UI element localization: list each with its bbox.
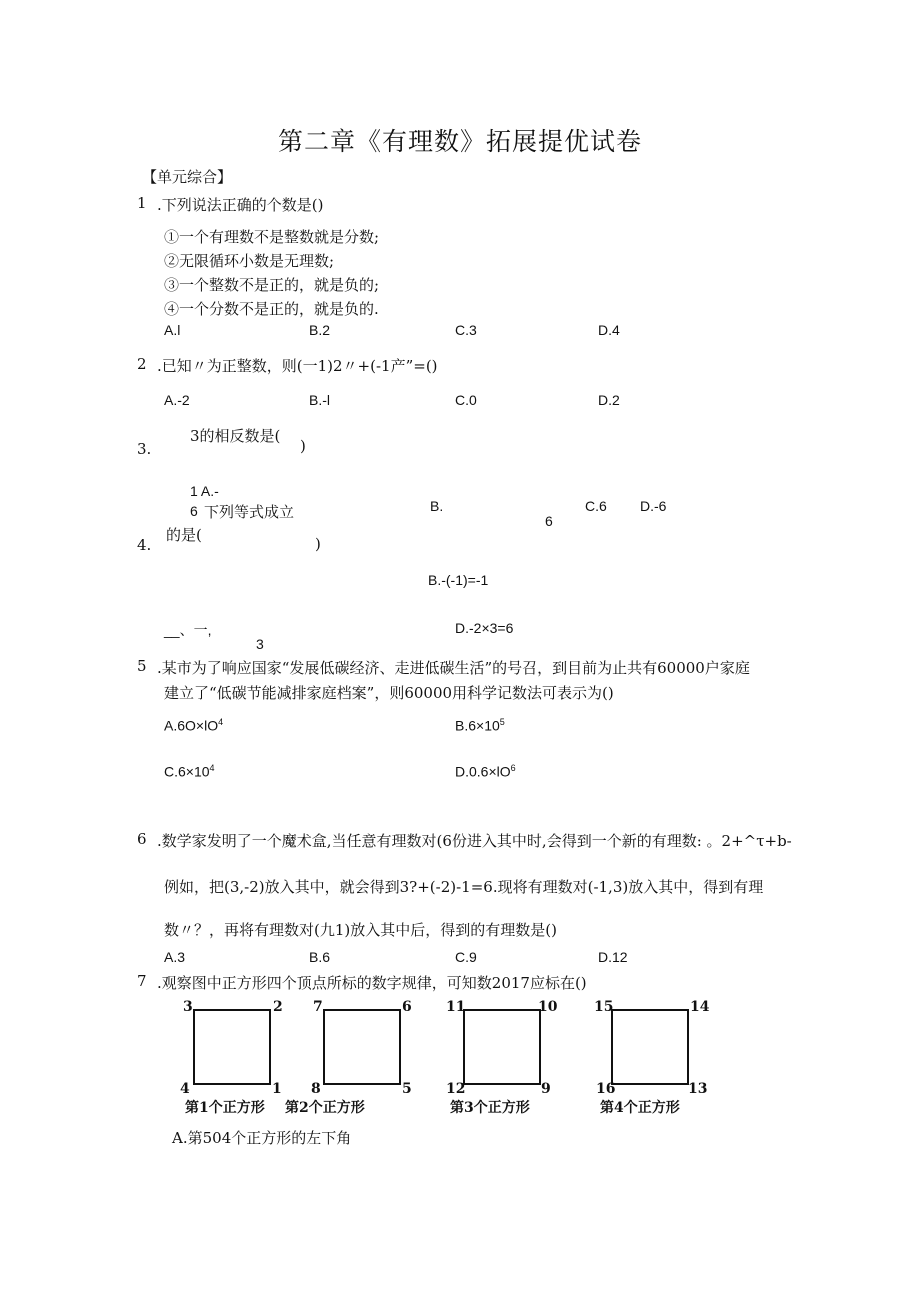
square-1-top-right-label: 2 <box>273 999 283 1015</box>
q3-option-d: D.-6 <box>640 498 667 514</box>
square-4-bottom-right-label: 13 <box>688 1081 708 1097</box>
square-2 <box>323 1009 401 1085</box>
square-4-caption: 第4个正方形 <box>600 1100 680 1116</box>
q1-option-c: C.3 <box>455 322 477 338</box>
q2-option-b: B.-l <box>309 392 330 408</box>
q3-number: 3. <box>137 440 152 458</box>
q3-option-b-value: 6 <box>545 513 553 529</box>
square-4-bottom-left-label: 16 <box>596 1081 616 1097</box>
square-2-bottom-right-label: 5 <box>402 1081 412 1097</box>
q1-stem: .下列说法正确的个数是() <box>157 196 324 214</box>
q2-option-a: A.-2 <box>164 392 190 408</box>
q7-option-a: A.第504个正方形的左下角 <box>172 1129 352 1147</box>
square-1 <box>193 1009 271 1085</box>
q2-option-d: D.2 <box>598 392 620 408</box>
q4-stem-1: 下列等式成立 <box>204 503 295 521</box>
q5-option-d: $D.0.6\times lO^6$ <box>455 763 516 780</box>
q6-option-d: D.12 <box>598 949 628 965</box>
q1-option-a: A.l <box>164 322 181 338</box>
square-3-top-right-label: 10 <box>538 999 558 1015</box>
q2-stem: .已知〃为正整数，则(一1)2〃+(-1产”=() <box>157 357 438 375</box>
square-3-caption: 第3个正方形 <box>450 1100 530 1116</box>
q1-item-1: ①一个有理数不是整数就是分数; <box>164 228 380 246</box>
square-2-bottom-left-label: 8 <box>311 1081 321 1097</box>
square-1-bottom-right-label: 1 <box>272 1081 282 1097</box>
q5-line-1: .某市为了响应国家“发展低碳经济、走进低碳生活”的号召，到目前为止共有60000户家庭 <box>157 659 750 677</box>
q4-number: 4. <box>137 536 152 554</box>
section-heading: 【单元综合】 <box>142 168 233 186</box>
square-1-top-left-label: 3 <box>183 999 193 1015</box>
q5-option-b: $B.6\times 10^5$ <box>455 717 505 734</box>
square-4-top-left-label: 15 <box>594 999 614 1015</box>
q5-option-a: $A.6O\times lO^4$ <box>164 717 224 734</box>
square-1-caption: 第1个正方形 <box>185 1100 265 1116</box>
square-3 <box>463 1009 541 1085</box>
q7-stem: .观察图中正方形四个顶点所标的数字规律，可知数2017应标在() <box>157 974 587 992</box>
q1-number: 1 <box>137 194 147 212</box>
square-3-top-left-label: 11 <box>446 999 466 1015</box>
q2-number: 2 <box>137 355 147 373</box>
page-title: 第二章《有理数》拓展提优试卷 <box>277 127 642 156</box>
q6-option-c: C.9 <box>455 949 477 965</box>
square-2-caption: 第2个正方形 <box>285 1100 365 1116</box>
q4-option-a-denominator: 3 <box>256 636 264 652</box>
q4-option-b: B.-(-1)=-1 <box>428 572 489 588</box>
q3-stem: 3的相反数是( <box>190 427 281 445</box>
q5-option-c: $C.6\times 10^4$ <box>164 763 215 780</box>
q4-option-a: __、一, <box>164 622 212 638</box>
q4-stem-2: 的是( <box>166 526 202 544</box>
q3-option-a-denominator: 6 <box>190 503 198 519</box>
q6-line-1: .数学家发明了一个魔术盒,当任意有理数对(6份进入其中时,会得到一个新的有理数: 。2+^τ+b- <box>157 832 792 850</box>
q7-number: 7 <box>137 972 147 990</box>
q6-line-2: 例如，把(3,-2)放入其中，就会得到3?+(-2)-1=6.现将有理数对(-1,3)放入其中，得到有理 <box>164 878 764 896</box>
q6-line-3: 数〃？，再将有理数对(九1)放入其中后，得到的有理数是() <box>164 921 557 939</box>
q3-option-c: C.6 <box>585 498 607 514</box>
q5-line-2: 建立了“低碳节能减排家庭档案”，则60000用科学记数法可表示为() <box>164 684 614 702</box>
square-4 <box>611 1009 689 1085</box>
q6-option-b: B.6 <box>309 949 331 965</box>
q4-option-d: D.-2×3=6 <box>455 620 514 636</box>
square-3-bottom-right-label: 9 <box>541 1081 551 1097</box>
q1-item-2: ②无限循环小数是无理数; <box>164 252 335 270</box>
q4-paren: ) <box>315 535 321 553</box>
q1-option-d: D.4 <box>598 322 620 338</box>
q3-option-b: B. <box>430 498 444 514</box>
q3-option-a: 1 A.- <box>190 483 219 499</box>
square-1-bottom-left-label: 4 <box>180 1081 190 1097</box>
square-2-top-left-label: 7 <box>313 999 323 1015</box>
q6-option-a: A.3 <box>164 949 186 965</box>
q3-paren: ) <box>300 437 306 455</box>
q1-item-3: ③一个整数不是正的，就是负的; <box>164 276 380 294</box>
square-4-top-right-label: 14 <box>690 999 710 1015</box>
q6-number: 6 <box>137 830 147 848</box>
q1-item-4: ④一个分数不是正的，就是负的. <box>164 300 379 318</box>
q1-option-b: B.2 <box>309 322 331 338</box>
q2-option-c: C.0 <box>455 392 477 408</box>
square-3-bottom-left-label: 12 <box>446 1081 466 1097</box>
square-2-top-right-label: 6 <box>402 999 412 1015</box>
q5-number: 5 <box>137 657 147 675</box>
